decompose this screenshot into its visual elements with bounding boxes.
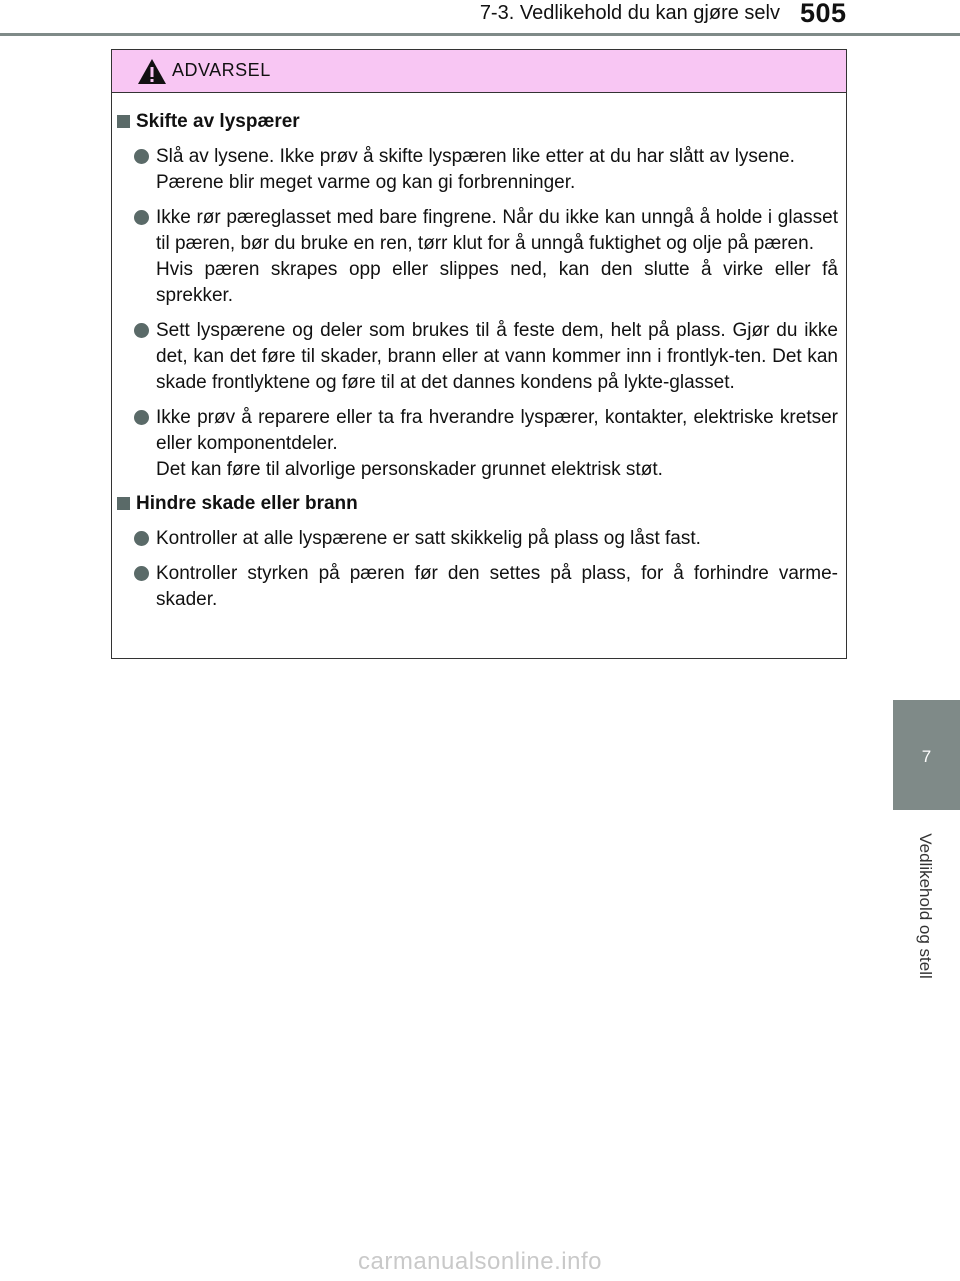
section-title: Hindre skade eller brann <box>112 491 838 517</box>
bullet-paragraph: Ikke prøv å reparere eller ta fra hverandre lyspærer, kontakter, elektriske kretser eller komponentdeler. <box>156 407 838 454</box>
warning-body <box>112 93 846 613</box>
bullet-item <box>112 526 838 552</box>
chapter-label <box>895 816 955 996</box>
bullet-item <box>112 144 838 196</box>
bullet-paragraph: Kontroller at alle lyspærene er satt skikkelig på plass og låst fast. <box>156 528 701 549</box>
warning-label: ADVARSEL <box>172 60 271 80</box>
chapter-number: 7 <box>921 747 932 766</box>
page-number: 505 <box>800 0 847 28</box>
bullet-paragraph: Pærene blir meget varme og kan gi forbrenninger. <box>156 172 576 193</box>
header-divider <box>0 33 960 36</box>
warning-triangle-icon <box>137 58 167 85</box>
chapter-tab[interactable] <box>893 700 960 810</box>
section-title: Skifte av lyspærer <box>112 109 838 135</box>
bullet-item <box>112 405 838 483</box>
bullet-paragraph: Kontroller styrken på pæren før den settes på plass, for å forhindre varme-skader. <box>156 563 838 610</box>
bullet-paragraph: Slå av lysene. Ikke prøv å skifte lyspæren like etter at du har slått av lysene. <box>156 146 795 167</box>
bullet-paragraph: Det kan føre til alvorlige personskader grunnet elektrisk støt. <box>156 459 663 480</box>
bullet-paragraph: Sett lyspærene og deler som brukes til å feste dem, helt på plass. Gjør du ikke det, kan det føre til skader, brann eller at vann kommer inn i frontlyk-ten. Det kan skade frontlyktene og føre til at det dannes kondens på lykte-glasset. <box>156 320 838 393</box>
bullet-item <box>112 561 838 613</box>
warning-box <box>111 49 847 659</box>
warning-header <box>112 50 846 93</box>
bullet-item <box>112 205 838 309</box>
watermark: carmanualsonline.info <box>358 1248 602 1275</box>
bullet-paragraph: Hvis pæren skrapes opp eller slippes ned, kan den slutte å virke eller få sprekker. <box>156 259 838 306</box>
bullet-paragraph: Ikke rør pæreglasset med bare fingrene. Når du ikke kan unngå å holde i glasset til pæren, bør du bruke en ren, tørr klut for å unngå fuktighet og olje på pæren. <box>156 207 838 254</box>
bullet-item <box>112 318 838 396</box>
chapter-label-text: Vedlikehold og stell <box>916 833 936 979</box>
section-header: 7-3. Vedlikehold du kan gjøre selv <box>479 2 780 24</box>
